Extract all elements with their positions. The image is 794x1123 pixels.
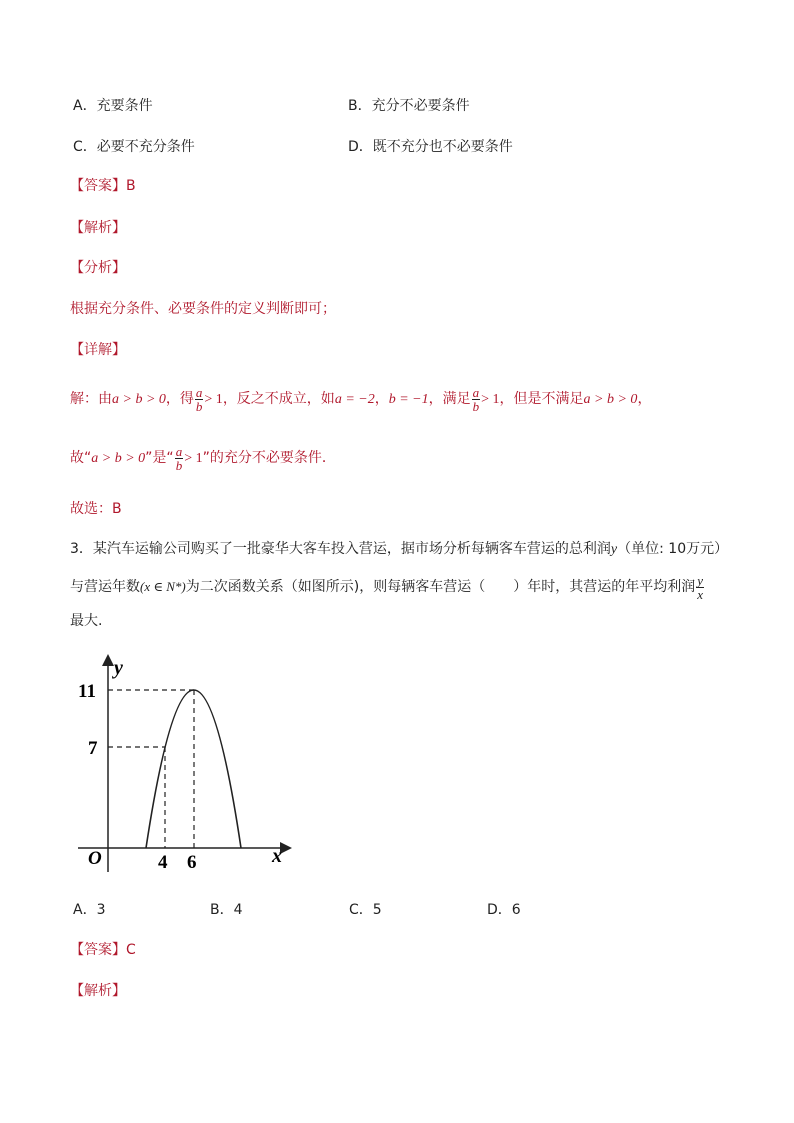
q3-answer-value: C: [126, 942, 136, 958]
detail-text: ，: [374, 391, 389, 407]
math-a-value: a = −2: [334, 392, 375, 407]
detail-text: ，但是不满足: [499, 391, 584, 407]
q3-text: 与营运年数: [70, 579, 140, 595]
fraction-numerator: a: [195, 384, 203, 400]
math-gt-one: > 1: [481, 392, 500, 407]
q3-line-1: [70, 539, 728, 560]
x-tick-4: 4: [158, 852, 168, 873]
fraction-denominator: b: [195, 398, 203, 414]
q3-text: （单位: 10万元）: [617, 541, 729, 557]
fraction-a-over-b: [175, 445, 184, 472]
parabola-curve: [146, 690, 241, 848]
detail-label: 【详解】: [70, 342, 126, 358]
fraction-a-over-b: [195, 386, 204, 413]
y-tick-7: 7: [88, 738, 98, 759]
x-axis-label: x: [272, 845, 282, 867]
detail-text: ”的充分不必要条件．: [202, 450, 336, 466]
option-a: A．充要条件: [73, 98, 153, 114]
choose-label: 故选：: [70, 501, 112, 517]
q3-text: 为二次函数关系（如图所示)，则每辆客车营运（ ）年时，其营运的年平均利润: [185, 579, 696, 595]
math-var-y: y: [610, 542, 618, 557]
fraction-denominator: b: [472, 398, 480, 414]
parabola-graph: [72, 650, 302, 880]
choose-value: B: [112, 501, 122, 517]
detail-text: ，反之不成立，如: [222, 391, 335, 407]
q3-answer-line: [70, 940, 136, 960]
math-b-value: b = −1: [388, 392, 429, 407]
detail-text: ，满足: [428, 391, 471, 407]
x-tick-6: 6: [187, 852, 197, 873]
q3-text: 3．某汽车运输公司购买了一批豪华大客车投入营运，据市场分析每辆客车营运的总利润: [70, 541, 611, 557]
math-gt-one: > 1: [184, 451, 203, 466]
q3-analysis-label: 【解析】: [70, 983, 126, 999]
detail-line-1: [70, 382, 651, 417]
fenxi-label: 【分析】: [70, 260, 126, 276]
option-d: D．既不充分也不必要条件: [348, 139, 513, 155]
origin-label: O: [88, 848, 102, 869]
math-inequality: a > b > 0: [91, 451, 146, 466]
q3-option-d: D．6: [487, 902, 521, 918]
detail-line-2: [70, 441, 336, 476]
answer-label: 【答案】: [70, 178, 126, 194]
q3-line-3: 最大.: [70, 613, 103, 629]
q3-option-a: A．3: [73, 902, 106, 918]
math-domain: (x ∈ N*): [140, 579, 186, 594]
detail-text: ，得: [165, 391, 194, 407]
detail-text: ”是“: [145, 450, 174, 466]
q3-line-2: [70, 570, 705, 604]
detail-text: 故“: [70, 450, 92, 466]
fraction-y-over-x: [696, 574, 704, 601]
q3-option-c: C．5: [349, 902, 382, 918]
fraction-a-over-b: [472, 386, 481, 413]
detail-text: ，: [637, 391, 652, 407]
fraction-denominator: x: [697, 586, 703, 602]
y-axis-label: y: [114, 657, 123, 679]
answer-line: [70, 176, 136, 196]
fenxi-text: 根据充分条件、必要条件的定义判断即可；: [70, 301, 336, 317]
answer-value: B: [126, 178, 136, 194]
fraction-denominator: b: [175, 457, 183, 473]
q3-option-b: B．4: [210, 902, 243, 918]
math-gt-one: > 1: [204, 392, 223, 407]
q3-answer-label: 【答案】: [70, 942, 126, 958]
option-b: B．充分不必要条件: [348, 98, 470, 114]
detail-text: 解：由: [70, 391, 112, 407]
analysis-label: 【解析】: [70, 220, 126, 236]
fraction-numerator: y: [697, 572, 703, 588]
fraction-numerator: a: [472, 384, 480, 400]
fraction-numerator: a: [175, 443, 183, 459]
math-inequality: a > b > 0: [583, 392, 638, 407]
y-tick-11: 11: [78, 681, 96, 702]
option-c: C．必要不充分条件: [73, 139, 195, 155]
math-inequality: a > b > 0: [112, 392, 166, 407]
choose-line: [70, 499, 122, 519]
